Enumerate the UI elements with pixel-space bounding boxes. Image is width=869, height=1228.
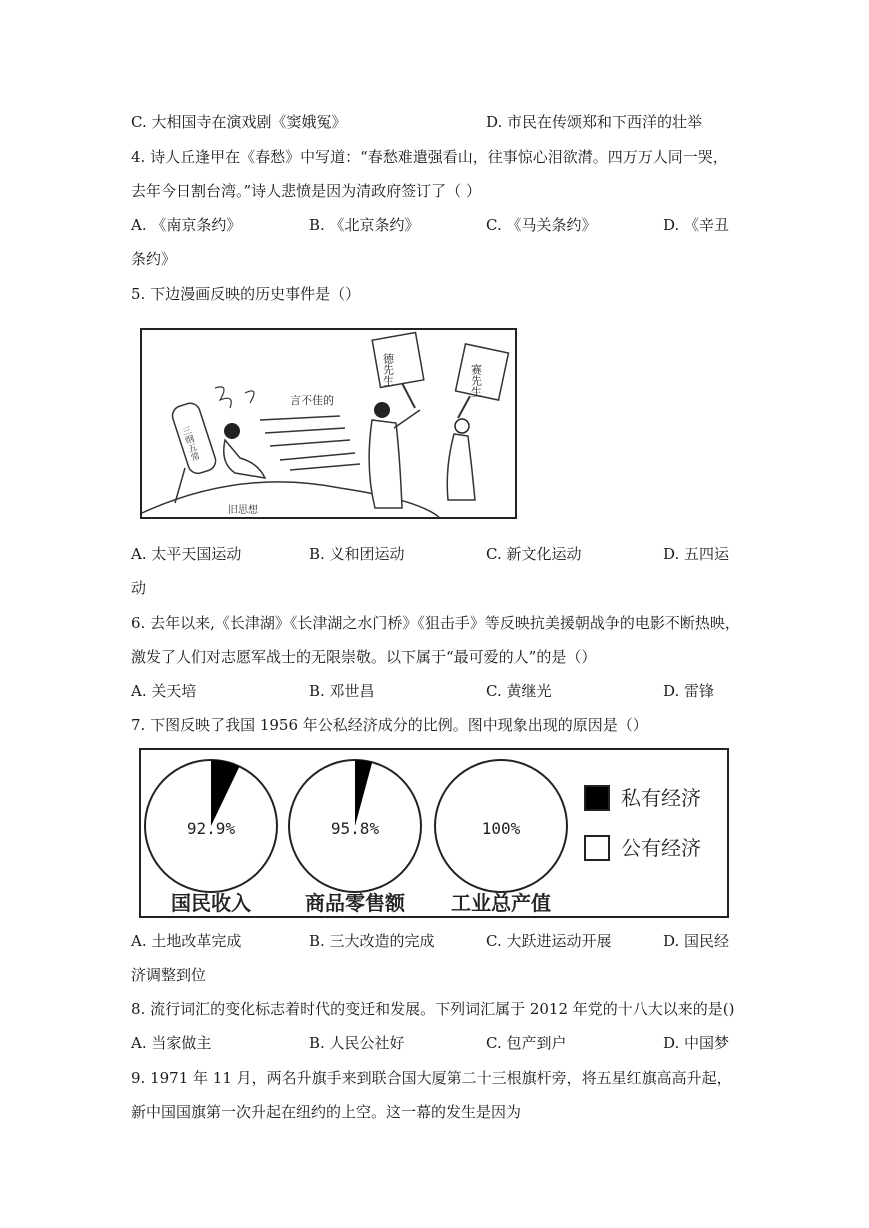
q6-option-b: B. 邓世昌	[309, 682, 375, 700]
q7-option-d: D. 国民经	[663, 932, 730, 950]
q6-stem-line1: 6. 去年以来,《长津湖》《长津湖之水门桥》《狙击手》等反映抗美援朝战争的电影不断热映，	[131, 614, 740, 632]
legend-label-2: 公有经济	[621, 836, 701, 860]
q4-option-d: D. 《辛丑	[663, 216, 730, 234]
q5-stem: 5. 下边漫画反映的历史事件是（）	[131, 285, 361, 303]
q4-option-a: A. 《南京条约》	[131, 216, 242, 234]
legend-label-1: 私有经济	[621, 786, 701, 810]
cartoon-scroll-text: 言不佳的	[290, 394, 334, 407]
cartoon-sign-right-text: 赛先生	[469, 364, 483, 397]
legend-swatch-1	[585, 786, 609, 810]
q5-cartoon	[140, 328, 517, 519]
q7-option-a: A. 土地改革完成	[131, 932, 242, 950]
q7-stem: 7. 下图反映了我国 1956 年公私经济成分的比例。图中现象出现的原因是（）	[131, 716, 648, 734]
q9-stem-line1: 9. 1971 年 11 月，两名升旗手来到联合国大厦第二十三根旗杆旁，将五星红旗高高升起，	[131, 1069, 732, 1087]
q6-option-a: A. 关天培	[131, 682, 197, 700]
cartoon-ground-text: 旧思想	[228, 505, 258, 516]
q5-option-d-continued: 动	[131, 579, 147, 597]
pie-1-public-label: 92.9%	[186, 819, 236, 838]
q6-option-d: D. 雷锋	[663, 682, 715, 700]
cartoon-sign-left-text: 德先生	[381, 353, 395, 386]
pie-2-public-label: 95.8%	[330, 819, 380, 838]
q3-option-c: C. 大相国寺在演戏剧《窦娥冤》	[131, 113, 347, 131]
q4-option-d-continued: 条约》	[131, 250, 177, 268]
pie-2-title: 商品零售额	[305, 891, 405, 915]
q5-option-b: B. 义和团运动	[309, 545, 405, 563]
q8-option-b: B. 人民公社好	[309, 1034, 405, 1052]
q6-stem-line2: 激发了人们对志愿军战士的无限崇敬。以下属于“最可爱的人”的是（）	[131, 648, 597, 666]
q5-option-a: A. 太平天国运动	[131, 545, 242, 563]
q4-option-b: B. 《北京条约》	[309, 216, 420, 234]
q6-option-c: C. 黄继光	[486, 682, 552, 700]
q7-option-b: B. 三大改造的完成	[309, 932, 435, 950]
q7-pie-figure	[139, 748, 729, 918]
q4-stem-line2: 去年今日割台湾。”诗人悲愤是因为清政府签订了（ ）	[131, 182, 481, 200]
pie-3-title: 工业总产值	[451, 891, 551, 915]
legend-swatch-2	[585, 836, 609, 860]
pie-3-public-label: 100%	[481, 819, 521, 838]
q8-option-a: A. 当家做主	[131, 1034, 212, 1052]
cartoon-drawing	[140, 328, 517, 519]
q7-option-c: C. 大跃进运动开展	[486, 932, 612, 950]
q4-stem-line1: 4. 诗人丘逢甲在《春愁》中写道：“春愁难遣强看山，往事惊心泪欲潸。四万万人同一哭，	[131, 148, 728, 166]
pie-chart-svg	[139, 748, 729, 918]
q8-option-d: D. 中国梦	[663, 1034, 730, 1052]
q5-option-d: D. 五四运	[663, 545, 730, 563]
q3-option-d: D. 市民在传颂郑和下西洋的壮举	[486, 113, 703, 131]
q4-option-c: C. 《马关条约》	[486, 216, 597, 234]
cartoon-tablet-text: 三纲五常	[179, 425, 200, 463]
q9-stem-line2: 新中国国旗第一次升起在纽约的上空。这一幕的发生是因为	[131, 1103, 522, 1121]
pie-1-title: 国民收入	[171, 891, 251, 915]
q8-stem: 8. 流行词汇的变化标志着时代的变迁和发展。下列词汇属于 2012 年党的十八大以来的是()	[131, 1000, 735, 1018]
q5-option-c: C. 新文化运动	[486, 545, 582, 563]
q8-option-c: C. 包产到户	[486, 1034, 567, 1052]
q7-option-d-continued: 济调整到位	[131, 966, 207, 984]
